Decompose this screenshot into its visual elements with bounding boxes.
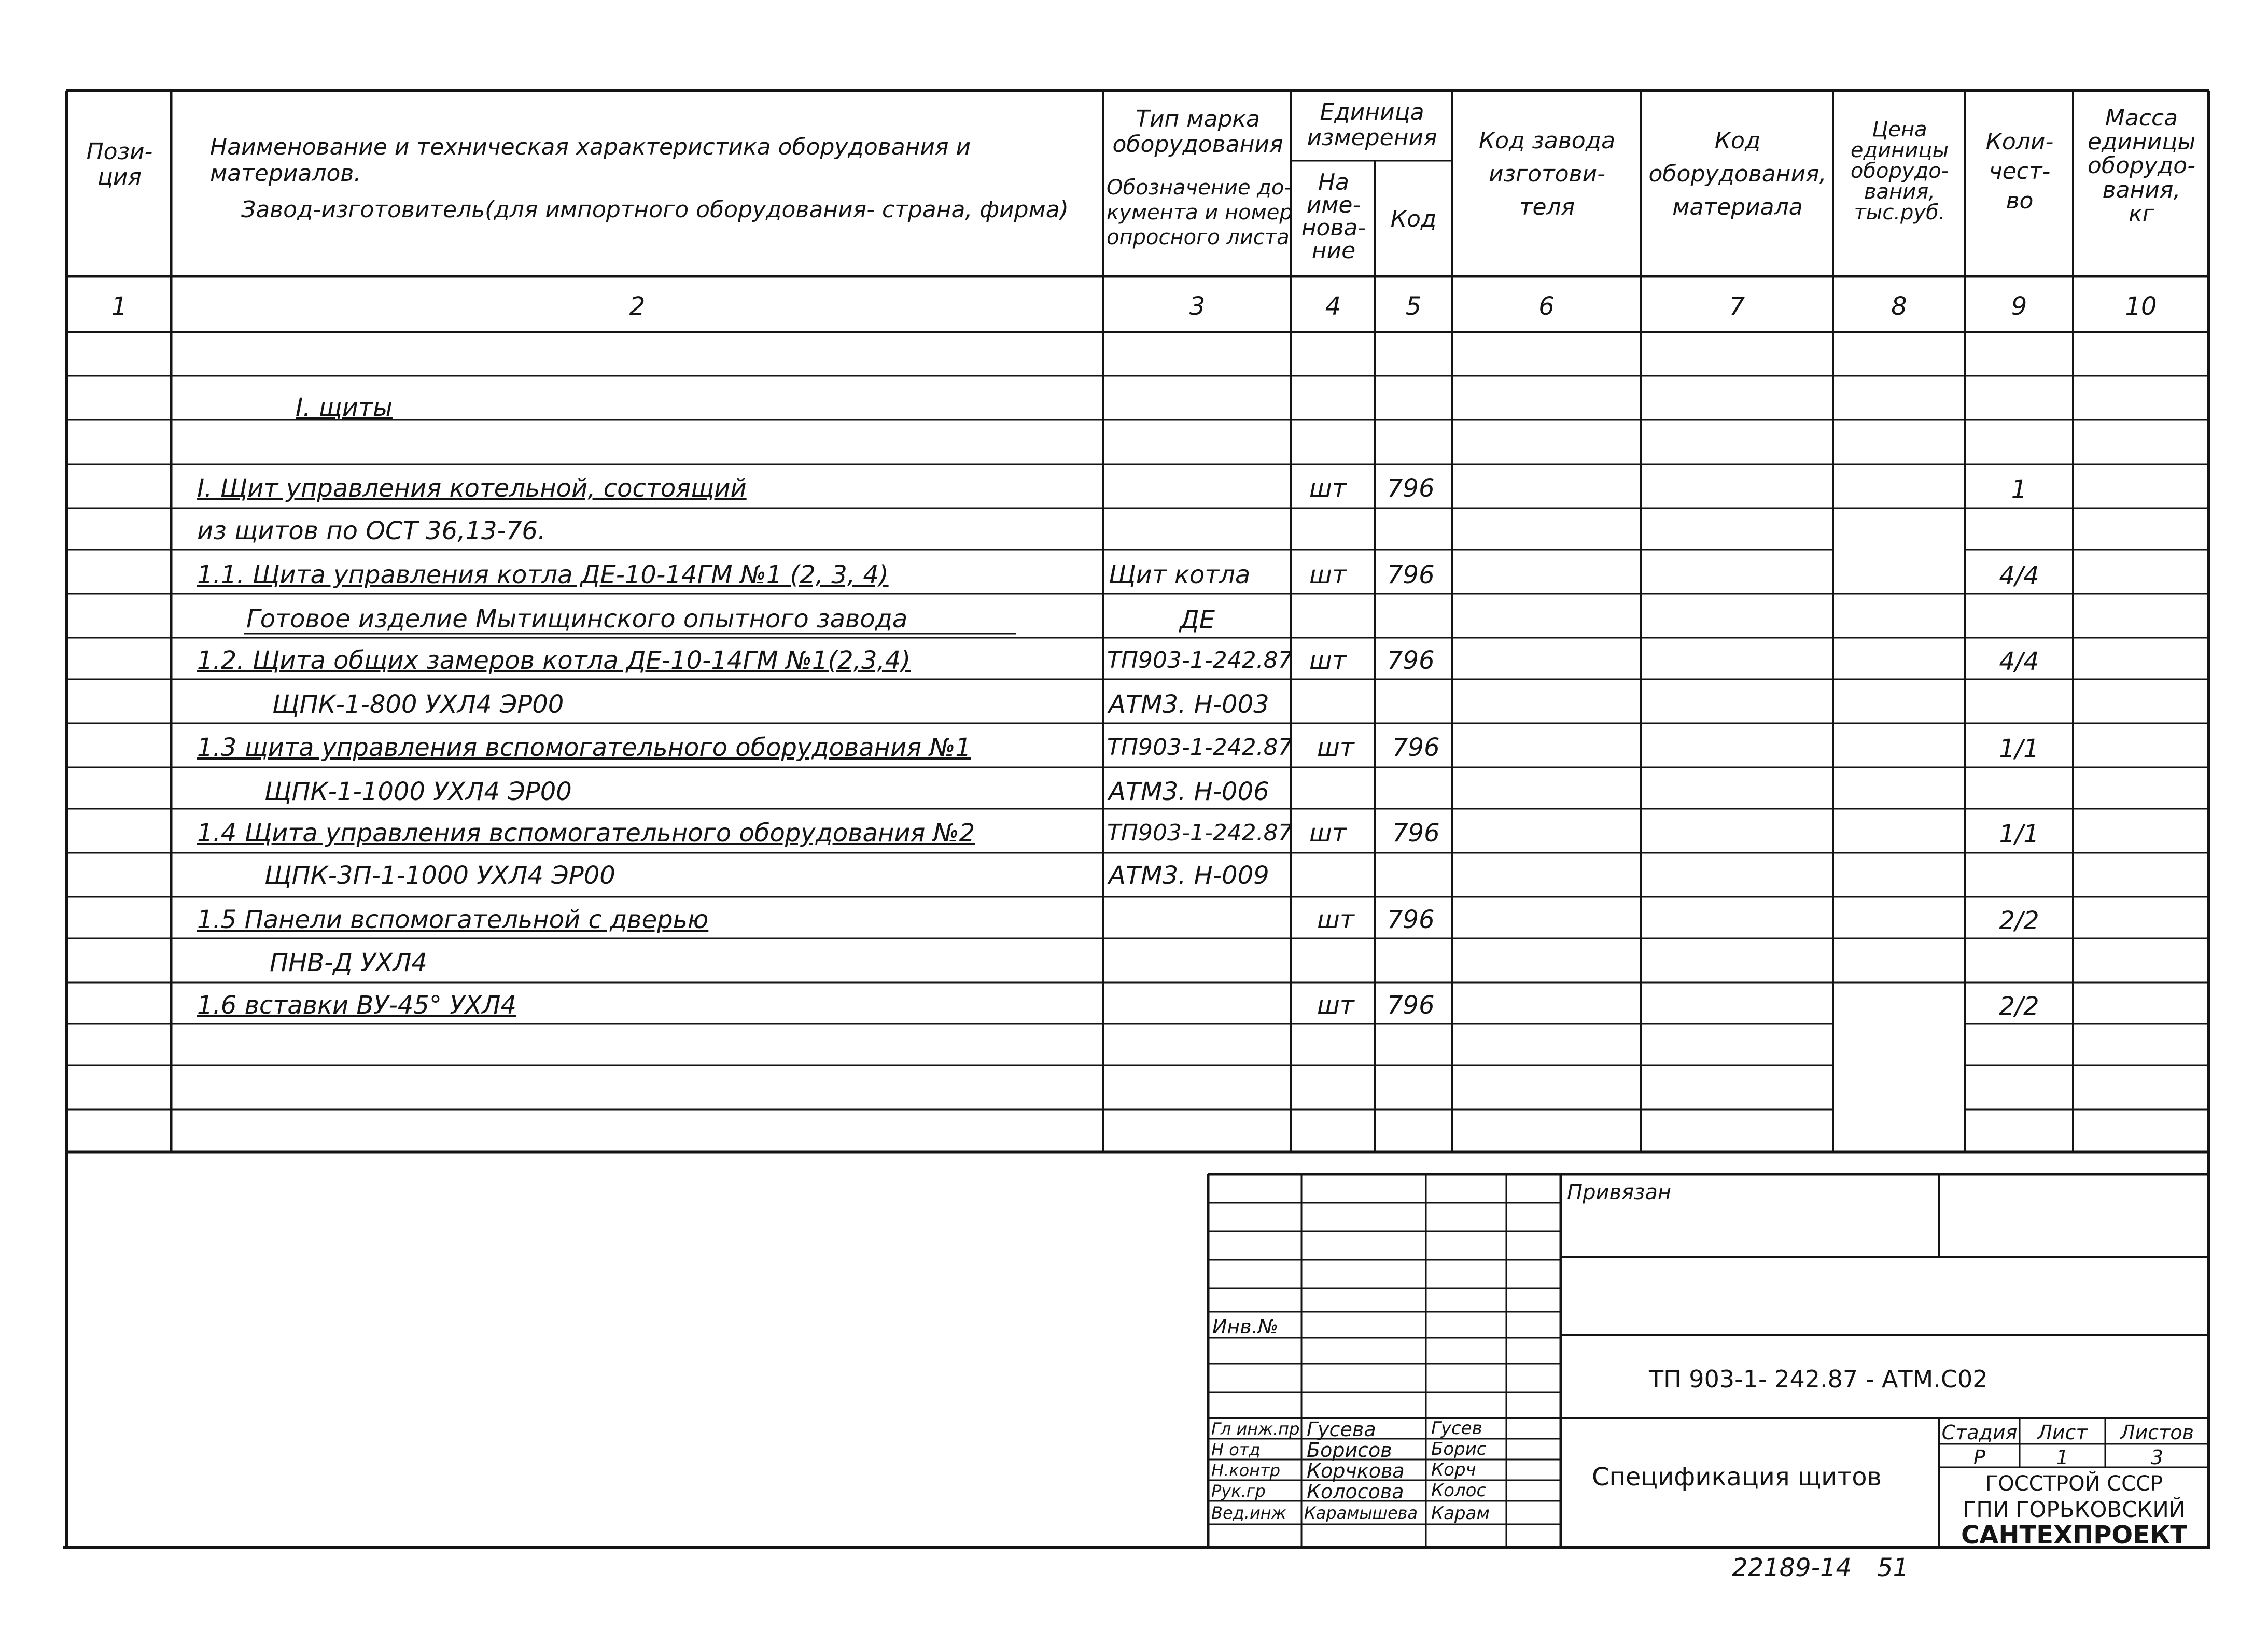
header-unit-name: На име- нова- ние xyxy=(1301,169,1366,264)
row-quantity: 2/2 xyxy=(1999,992,2039,1021)
row-unit-code: 796 xyxy=(1387,991,1435,1020)
stamp-role: Н.контр xyxy=(1211,1461,1281,1480)
column-number: 9 xyxy=(2011,292,2027,321)
row-unit: шт xyxy=(1317,733,1354,762)
header-position: Пози- ция xyxy=(86,138,153,191)
header-type: Тип марка оборудования xyxy=(1112,106,1283,158)
header-name-line2: материалов. xyxy=(210,160,361,187)
row-name: 1.1. Щита управления котла ДЕ-10-14ГМ №1 (2, 3, 4) xyxy=(197,560,889,589)
row-quantity: 1 xyxy=(2011,475,2027,504)
row-unit: шт xyxy=(1309,646,1347,675)
header-name-line1: Наименование и техническая характеристика оборудования и xyxy=(210,134,971,160)
stamp-role: Рук.гр xyxy=(1211,1481,1266,1501)
stamp-person-name: Гусева xyxy=(1307,1418,1376,1441)
header-unit-code: Код xyxy=(1390,206,1437,232)
row-name: 1.3 щита управления вспомогательного оборудования №1 xyxy=(197,733,971,762)
stamp-person-name: Колосова xyxy=(1307,1480,1404,1503)
stamp-document-code: ТП 903-1- 242.87 - АТМ.С02 xyxy=(1649,1365,1988,1393)
page-number: 51 xyxy=(1877,1553,1909,1582)
row-quantity: 4/4 xyxy=(1999,561,2039,591)
row-unit: шт xyxy=(1317,905,1354,934)
stamp-signature: Корч xyxy=(1431,1459,1476,1480)
row-unit: шт xyxy=(1309,819,1347,848)
row-name: из щитов по ОСТ 36,13-76. xyxy=(197,516,546,545)
stamp-signature: Карам xyxy=(1431,1503,1490,1524)
row-type: ТП903-1-242.87 xyxy=(1107,734,1293,761)
stamp-attached-label: Привязан xyxy=(1567,1181,1672,1204)
row-name: Готовое изделие Мытищинского опытного завода xyxy=(246,605,908,634)
row-name: ПНВ-Д УХЛ4 xyxy=(270,948,427,977)
row-name: ЩПК-1-800 УХЛ4 ЭР00 xyxy=(272,690,564,719)
header-quantity: Коли- чест- во xyxy=(1985,129,2054,215)
stamp-signature: Борис xyxy=(1431,1439,1487,1459)
row-name: 1.2. Щита общих замеров котла ДЕ-10-14ГМ №1(2,3,4) xyxy=(197,646,911,675)
row-type: ТП903-1-242.87 xyxy=(1107,647,1293,673)
header-mass: Масса единицы оборудо- вания, кг xyxy=(2087,105,2196,227)
row-quantity: 2/2 xyxy=(1999,906,2039,935)
stamp-signature: Колос xyxy=(1431,1480,1487,1501)
row-unit: шт xyxy=(1309,474,1347,503)
stamp-sheets-value: 3 xyxy=(2150,1446,2164,1469)
row-unit: шт xyxy=(1317,991,1354,1020)
stamp-sheets-label: Листов xyxy=(2120,1421,2194,1444)
row-type: АТМ3. Н-003 xyxy=(1109,690,1269,719)
header-price: Цена единицы оборудо- вания, тыс.руб. xyxy=(1850,118,1949,224)
header-unit: Единица измерения xyxy=(1307,99,1437,151)
stamp-document-title: Спецификация щитов xyxy=(1592,1463,1882,1492)
stamp-org-line3: САНТЕХПРОЕКТ xyxy=(1961,1521,2187,1550)
column-number: 6 xyxy=(1538,292,1555,321)
column-number: 8 xyxy=(1891,292,1907,321)
header-equipment-code: Код оборудования, материала xyxy=(1648,128,1827,220)
archive-number: 22189-14 xyxy=(1732,1553,1852,1582)
row-type: ТП903-1-242.87 xyxy=(1107,820,1293,846)
stamp-stage-label: Стадия xyxy=(1941,1421,2018,1444)
row-quantity: 1/1 xyxy=(1999,734,2039,763)
row-name: 1.4 Щита управления вспомогательного оборудования №2 xyxy=(197,819,975,848)
row-unit-code: 796 xyxy=(1387,905,1435,934)
stamp-signature: Гусев xyxy=(1431,1418,1482,1439)
column-number: 2 xyxy=(629,292,646,321)
stamp-org-line1: ГОССТРОЙ СССР xyxy=(1985,1472,2163,1496)
stamp-person-name: Карамышева xyxy=(1304,1503,1418,1523)
column-number: 10 xyxy=(2125,292,2157,321)
stamp-org-line2: ГПИ ГОРЬКОВСКИЙ xyxy=(1963,1497,2186,1522)
row-name: ЩПК-1-1000 УХЛ4 ЭР00 xyxy=(264,777,572,806)
column-number: 7 xyxy=(1729,292,1745,321)
stamp-person-name: Корчкова xyxy=(1307,1459,1405,1482)
header-name-line3: Завод-изготовитель(для импортного оборудования- страна, фирма) xyxy=(241,196,1069,223)
column-number: 5 xyxy=(1405,292,1422,321)
row-type: АТМ3. Н-009 xyxy=(1109,861,1269,890)
row-name: I. Щит управления котельной, состоящий xyxy=(197,474,747,503)
stamp-role: Вед.инж xyxy=(1211,1503,1286,1523)
stamp-sheet-value: 1 xyxy=(2056,1446,2069,1469)
column-number: 4 xyxy=(1325,292,1341,321)
row-name: ЩПК-3П-1-1000 УХЛ4 ЭР00 xyxy=(264,861,615,890)
stamp-role: Н отд xyxy=(1211,1440,1261,1459)
row-quantity: 1/1 xyxy=(1999,820,2039,849)
row-name: 1.6 вставки ВУ-45° УХЛ4 xyxy=(197,991,516,1020)
row-unit-code: 796 xyxy=(1387,474,1435,503)
section-title: I. щиты xyxy=(296,393,393,422)
row-type: ДЕ xyxy=(1180,606,1215,635)
column-number: 1 xyxy=(111,292,128,321)
row-quantity: 4/4 xyxy=(1999,647,2039,676)
stamp-inventory-label: Инв.№ xyxy=(1212,1315,1279,1338)
row-unit-code: 796 xyxy=(1387,646,1435,675)
row-name: 1.5 Панели вспомогательной с дверью xyxy=(197,905,709,934)
row-type: Щит котла xyxy=(1109,560,1251,589)
row-unit-code: 796 xyxy=(1392,819,1440,848)
stamp-role: Гл инж.пр xyxy=(1211,1419,1300,1439)
header-doc-designation: Обозначение до- кумента и номер опросного листа xyxy=(1107,176,1293,249)
stamp-person-name: Борисов xyxy=(1307,1439,1392,1462)
stamp-sheet-label: Лист xyxy=(2037,1421,2088,1444)
row-unit-code: 796 xyxy=(1392,733,1440,762)
column-number: 3 xyxy=(1189,292,1206,321)
row-unit: шт xyxy=(1309,560,1347,589)
row-unit-code: 796 xyxy=(1387,560,1435,589)
row-type: АТМ3. Н-006 xyxy=(1109,777,1269,806)
header-plant-code: Код завода изготови- теля xyxy=(1478,128,1616,220)
stamp-stage-value: Р xyxy=(1973,1446,1985,1469)
